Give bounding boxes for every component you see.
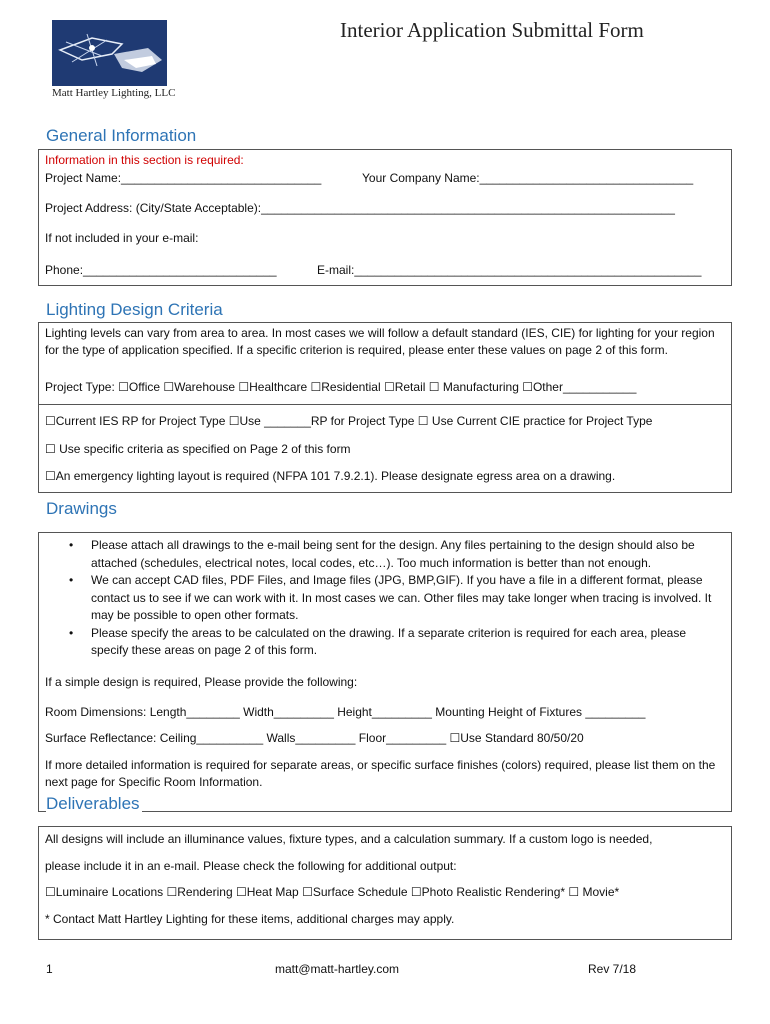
bullet-text: Please specify the areas to be calculated on the drawing. If a separate criterion is required for each area, please specify these areas on page 2 of this form. [91, 625, 687, 657]
project-type-checkboxes[interactable]: Project Type: ☐Office ☐Warehouse ☐Healthcare ☐Residential ☐Retail ☐ Manufacturing ☐Other___________ [45, 380, 637, 394]
deliverables-heading: Deliverables [46, 794, 140, 813]
footer-email[interactable]: matt@matt-hartley.com [275, 962, 399, 976]
room-dimensions-fields[interactable]: Room Dimensions: Length________ Width_________ Height_________ Mounting Height of Fixtures _________ [45, 705, 646, 719]
page-number: 1 [46, 962, 53, 976]
phone-field[interactable]: Phone:_____________________________ [45, 263, 277, 277]
more-info-note: If more detailed information is required for separate areas, or specific surface finishes (colors) required, please list them on the next page for Specific Room Information. [45, 758, 716, 789]
general-heading: General Information [46, 126, 197, 145]
page-title: Interior Application Submittal Form [340, 18, 644, 42]
logo-caption: Matt Hartley Lighting, LLC [52, 87, 176, 99]
criteria-option-specific[interactable]: ☐ Use specific criteria as specified on Page 2 of this form [45, 442, 351, 456]
criteria-option-emergency[interactable]: ☐An emergency lighting layout is required (NFPA 101 7.9.2.1). Please designate egress area on a drawing. [45, 469, 616, 483]
deliverables-line1: All designs will include an illuminance values, fixture types, and a calculation summary. If a custom logo is needed, [45, 832, 653, 846]
general-box [38, 149, 732, 286]
list-item [45, 625, 725, 660]
deliverables-options[interactable]: ☐Luminaire Locations ☐Rendering ☐Heat Map ☐Surface Schedule ☐Photo Realistic Rendering* ☐ Movie* [45, 885, 620, 899]
bullet-text: We can accept CAD files, PDF Files, and Image files (JPG, BMP,GIF). If you have a file in a different format, please contact us to see if we can work with it. In most cases we can. Other files may take longer when tracing is involved. It may be possible to open other formats. [91, 573, 712, 622]
email-field[interactable]: E-mail:____________________________________________________ [317, 263, 702, 277]
surface-reflectance-fields[interactable]: Surface Reflectance: Ceiling__________ Walls_________ Floor_________ ☐Use Standard 80/50/20 [45, 731, 584, 745]
list-item [45, 572, 725, 625]
company-name-field[interactable]: Your Company Name:________________________________ [362, 171, 694, 185]
bullet-text: Please attach all drawings to the e-mail being sent for the design. Any files pertaining to the design should also be attached (schedules, electrical notes, local codes, etc…). Too much information is better than not enough. [91, 538, 695, 570]
drawings-bullet-list [45, 537, 725, 660]
criteria-options-box [38, 404, 732, 493]
logo-graphic [52, 20, 167, 86]
deliverables-line2: please include it in an e-mail. Please check the following for additional output: [45, 859, 457, 873]
deliverables-box [38, 826, 732, 940]
bullet-icon: • [69, 538, 74, 552]
drawings-box [38, 532, 732, 812]
simple-design-note: If a simple design is required, Please provide the following: [45, 675, 358, 689]
required-note: Information in this section is required: [45, 153, 244, 167]
revision-label: Rev 7/18 [588, 962, 637, 976]
bullet-icon: • [69, 573, 74, 587]
deliverables-note: * Contact Matt Hartley Lighting for these items, additional charges may apply. [45, 912, 455, 926]
project-address-field[interactable]: Project Address: (City/State Acceptable):______________________________________________________________ [45, 201, 675, 215]
company-logo [52, 20, 167, 86]
criteria-heading: Lighting Design Criteria [46, 300, 223, 319]
not-included-note: If not included in your e-mail: [45, 231, 199, 245]
bullet-icon: • [69, 625, 74, 640]
criteria-intro: Lighting levels can vary from area to area. In most cases we will follow a default standard (IES, CIE) for lighting for your region for the type of application specified. If a specific criterion is required, please enter these values on page 2 of this form. [45, 326, 715, 357]
list-item [45, 537, 725, 572]
project-name-field[interactable]: Project Name:______________________________ [45, 171, 322, 185]
drawings-heading: Drawings [46, 499, 117, 518]
criteria-box [38, 322, 732, 405]
criteria-option-ies[interactable]: ☐Current IES RP for Project Type ☐Use _______RP for Project Type ☐ Use Current CIE practice for Project Type [45, 414, 653, 428]
